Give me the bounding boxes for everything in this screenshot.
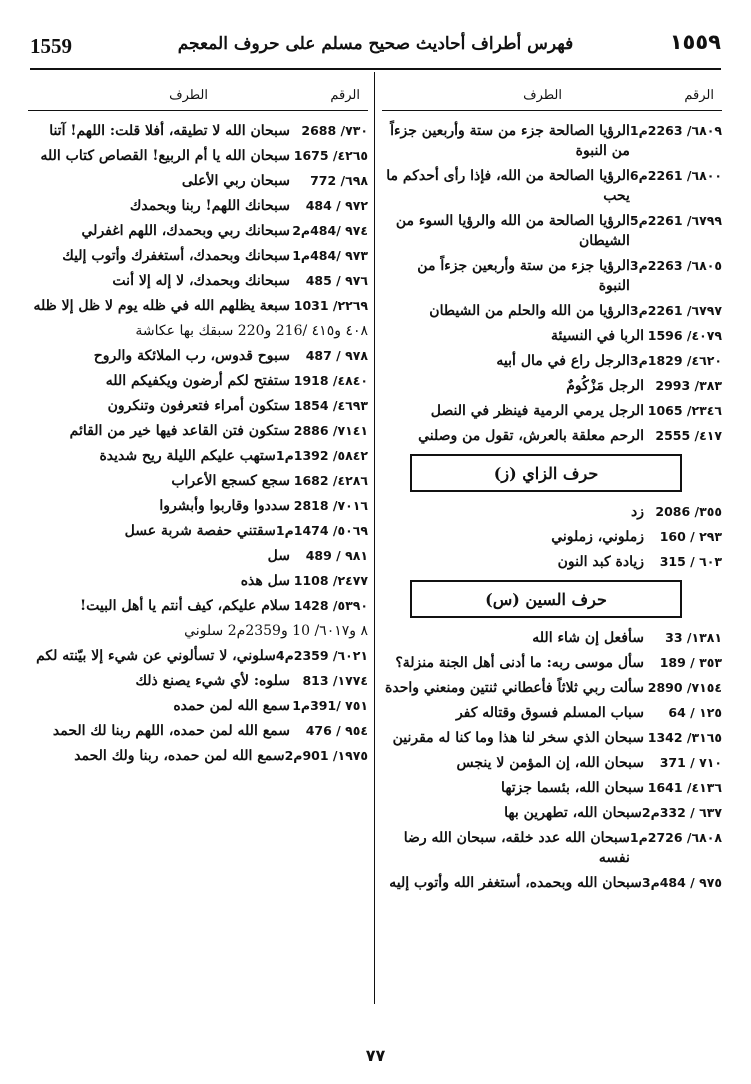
entry-hadith-text: سبحان الله لا تطيقه، أفلا قلت: اللهم! آتنا [49,123,290,139]
entry-reference-number: ٦٩٨/ 772 [310,173,368,188]
entry-hadith-text: سجع كسجع الأعراب [171,473,290,489]
entry-hadith-text: الرؤيا من الله والحلم من الشيطان [429,303,630,319]
index-entry [382,653,722,673]
entry-reference-number: ٣٥٣ / 189 [659,655,722,670]
entry-hadith-text: سددوا وقاربوا وأبشروا [159,498,290,514]
zay-entries [382,502,722,572]
entry-reference-number: ٦٨٠٩/ 2263م1 [629,123,722,138]
entry-reference-number: ٤٢٦٥/ 1675 [293,148,368,163]
index-entry [28,496,368,516]
index-entry [382,326,722,346]
entry-reference-number: ٩٧٤ /484م2 [292,223,368,238]
entry-hadith-text: سل هذه [240,573,290,589]
entry-hadith-text: سبحان الله، تطهرين بها [504,805,642,821]
entry-reference-number: ٧١٥٤/ 2890 [647,680,722,695]
entry-hadith-text: سلوني، لا تسألوني عن شيء إلا بيّنته لكم [36,648,276,664]
entry-reference-number: ٩٨١ / 489 [305,548,368,563]
entry-reference-number: ٦٧٩٩/ 2261م5 [629,213,722,228]
index-entry [28,246,368,266]
entry-reference-number: ٦٣٧ / 332م2 [641,805,722,820]
entry-reference-number: ٤٨٤٠/ 1918 [293,373,368,388]
entry-reference-number: ٢٢٦٩/ 1031 [293,298,368,313]
index-entry [382,426,722,446]
entry-reference-number: ٩٧٦ / 485 [305,273,368,288]
entry-hadith-text: ستكون فتن القاعد فيها خير من القائم [69,423,290,439]
entry-reference-number: ٤٠٧٩/ 1596 [647,328,722,343]
index-entry [382,121,722,161]
entry-hadith-text: سأفعل إن شاء الله [532,630,644,646]
entry-reference-number: ٩٧٨ / 487 [305,348,368,363]
index-entry [28,221,368,241]
text-column-label: الطرف [169,88,208,103]
index-entry [382,678,722,698]
entry-hadith-text: سباب المسلم فسوق وقتاله كفر [455,705,644,721]
index-entry [28,596,368,616]
page-number-arabic: ١٥٥٩ [669,30,721,54]
entry-hadith-text: سأل موسى ربه: ما أدنى أهل الجنة منزلة؟ [395,655,644,671]
entry-reference-number: ٧٣٠/ 2688 [301,123,368,138]
entry-hadith-text: سبعة يظلهم الله في ظله يوم لا ظل إلا ظله [33,298,290,314]
entry-reference-number: ٩٧٥ / 484م3 [641,875,722,890]
index-entry [28,571,368,591]
index-entry [382,376,722,396]
footer-page-number: ٧٧ [365,1046,386,1065]
entry-hadith-text: سبحان ربي الأعلى [181,173,290,189]
entry-hadith-text: ستكون أمراء فتعرفون وتنكرون [107,398,290,414]
header-rule [30,68,721,70]
letter-heading-seen: حرف السين (س) [410,580,682,618]
column-header [28,80,368,111]
index-entry [382,552,722,572]
index-entry [382,628,722,648]
index-entry [382,778,722,798]
entry-hadith-text: الرؤيا الصالحة من الله، فإذا رأى أحدكم ما يحب [386,168,630,204]
entry-reference-number: ٥٠٦٩/ 1474م1 [275,523,368,538]
entry-reference-number: ٥٨٤٢/ 1392م1 [275,448,368,463]
entry-reference-number: ١٩٧٥/ 901م2 [284,748,368,763]
entry-hadith-text: سمع الله لمن حمده، اللهم ربنا لك الحمد [52,723,290,739]
seen-entries [382,628,722,893]
entry-reference-number: ٩٥٤ / 476 [305,723,368,738]
left-entries [28,121,368,766]
entry-reference-number: ٢٩٣ / 160 [659,529,722,544]
index-entry [382,301,722,321]
index-entry [382,728,722,748]
entry-hadith-text: ستهب عليكم الليلة ريح شديدة [99,448,276,464]
entry-hadith-text: سلوه: لأي شيء يصنع ذلك [135,673,290,689]
index-entry [28,746,368,766]
entry-reference-number: ٣١٦٥/ 1342 [647,730,722,745]
entry-hadith-text: سبوح قدوس، رب الملائكة والروح [93,348,290,364]
index-entry [382,803,722,823]
index-entry: ٤٠٨ و٤١٥ /216 و220 سبقك بها عكاشة [135,323,368,339]
index-entry [382,703,722,723]
entry-reference-number: ٦٨٠٠/ 2261م6 [629,168,722,183]
entry-hadith-text: الرؤيا جزء من ستة وأربعين جزءاً من النبوة [417,258,630,294]
entry-reference-number: ٩٧٣ /484م1 [292,248,368,263]
index-entry [382,828,722,868]
entry-hadith-text: زد [631,504,644,520]
index-entry [28,521,368,541]
text-column-label: الطرف [523,88,562,103]
index-entry [28,421,368,441]
entry-reference-number: ١٧٧٤/ 813 [302,673,368,688]
index-entry [28,671,368,691]
entry-hadith-text: ستفتح لكم أرضون ويكفيكم الله [105,373,290,389]
entry-hadith-text: سبحان الله، بئسما جزتها [501,780,644,796]
entry-hadith-text: سبحان الله وبحمده، أستغفر الله وأتوب إليه [389,875,642,891]
entry-reference-number: ٦٧٩٧/ 2261م3 [629,303,722,318]
index-entry [28,196,368,216]
entry-hadith-text: زملوني، زملوني [551,529,644,545]
entry-hadith-text: سبحانك وبحمدك، أستغفرك وأتوب إليك [62,248,290,264]
entry-reference-number: ٣٨٣/ 2993 [655,378,722,393]
entry-hadith-text: الرحم معلقة بالعرش، تقول من وصلني [418,428,644,444]
entry-hadith-text: سألت ربي ثلاثاً فأعطاني ثنتين ومنعني واحدة [385,680,644,696]
entry-reference-number: ٦٨٠٥/ 2263م3 [629,258,722,273]
entry-hadith-text: زيادة كبد النون [557,554,644,570]
entry-hadith-text: سبحان الله، إن المؤمن لا ينجس [456,755,644,771]
index-entry [28,546,368,566]
entry-reference-number: ٤٦٩٣/ 1854 [293,398,368,413]
column-divider [374,72,375,1004]
index-entry [382,753,722,773]
index-entry [28,721,368,741]
index-entry [382,211,722,251]
index-entry [28,396,368,416]
entry-reference-number: ٤٢٨٦/ 1682 [293,473,368,488]
page-number-latin: 1559 [30,34,72,58]
entry-hadith-text: الرجل راع في مال أبيه [496,353,630,369]
index-entry [28,471,368,491]
index-entry [28,296,368,316]
entry-hadith-text: سمع الله لمن حمده [173,698,290,714]
entry-hadith-text: الرؤيا الصالحة جزء من ستة وأربعين جزءاً من النبوة [390,123,630,159]
index-entry [28,121,368,141]
entry-hadith-text: سبحانك وبحمدك، لا إله إلا أنت [112,273,290,289]
index-entry [382,527,722,547]
entry-hadith-text: سقتني حفصة شربة عسل [124,523,276,539]
entry-hadith-text: سلام عليكم، كيف أنتم يا أهل البيت! [79,598,290,614]
num-column-label: الرقم [684,88,714,103]
entry-reference-number: ٧١٠ / 371 [659,755,722,770]
entry-reference-number: ٦٠٢١/ 2359م4 [275,648,368,663]
index-entry [28,271,368,291]
entry-reference-number: ٤٦٢٠/ 1829م3 [629,353,722,368]
entry-reference-number: ٩٧٢ / 484 [305,198,368,213]
entry-reference-number: ٧٥١ /391م1 [292,698,368,713]
index-entry [382,401,722,421]
entry-reference-number: ٥٣٩٠/ 1428 [293,598,368,613]
index-entry [28,446,368,466]
index-entry [28,346,368,366]
left-column [28,80,368,771]
index-entry [28,171,368,191]
entry-reference-number: ٧٠١٦/ 2818 [293,498,368,513]
num-column-label: الرقم [330,88,360,103]
entry-reference-number: ٧١٤١/ 2886 [293,423,368,438]
index-entry [382,873,722,893]
index-entry [28,646,368,666]
entry-hadith-text: الرجل مَزْكُومٌ [566,378,644,394]
entry-reference-number: ٦٨٠٨/ 2726م1 [629,830,722,845]
entry-reference-number: ٢٤٧٧/ 1108 [293,573,368,588]
entry-reference-number: ٤١٧/ 2555 [655,428,722,443]
index-entry [382,502,722,522]
page-header [30,28,721,64]
index-entry [28,146,368,166]
entry-hadith-text: سبحانك اللهم! ربنا وبحمدك [129,198,290,214]
entry-hadith-text: سبحان الله يا أم الربيع! القصاص كتاب الله [40,148,290,164]
entry-reference-number: ٢٣٤٦/ 1065 [647,403,722,418]
entry-hadith-text: سل [267,548,290,564]
entry-hadith-text: سمع الله لمن حمده، ربنا ولك الحمد [74,748,285,764]
entry-hadith-text: الرجل يرمي الرمية فينظر في النصل [430,403,644,419]
index-entry [28,371,368,391]
entry-reference-number: ٣٥٥/ 2086 [655,504,722,519]
index-entry [382,351,722,371]
index-entry [28,696,368,716]
right-entries [382,121,722,446]
index-entry [382,166,722,206]
page-title: فهرس أطراف أحاديث صحيح مسلم على حروف المعجم [177,34,574,54]
entry-reference-number: ٤١٣٦/ 1641 [647,780,722,795]
letter-heading-zay: حرف الزاي (ز) [410,454,682,492]
index-entry: ٨ و٦٠١٧/ 10 و2359م2 سلوني [184,623,368,639]
entry-hadith-text: سبحان الذي سخر لنا هذا وما كنا له مقرنين [392,730,644,746]
entry-hadith-text: الربا في النسيئة [551,328,644,344]
entry-hadith-text: سبحانك ربي وبحمدك، اللهم اغفرلي [81,223,290,239]
entry-reference-number: ١٢٥ / 64 [668,705,722,720]
entry-reference-number: ٦٠٣ / 315 [659,554,722,569]
index-entry [382,256,722,296]
entry-hadith-text: الرؤيا الصالحة من الله والرؤيا السوء من الشيطان [395,213,630,249]
entry-hadith-text: سبحان الله عدد خلقه، سبحان الله رضا نفسه [403,830,630,866]
right-column [382,80,722,898]
column-header [382,80,722,111]
entry-reference-number: ١٣٨١/ 33 [665,630,722,645]
